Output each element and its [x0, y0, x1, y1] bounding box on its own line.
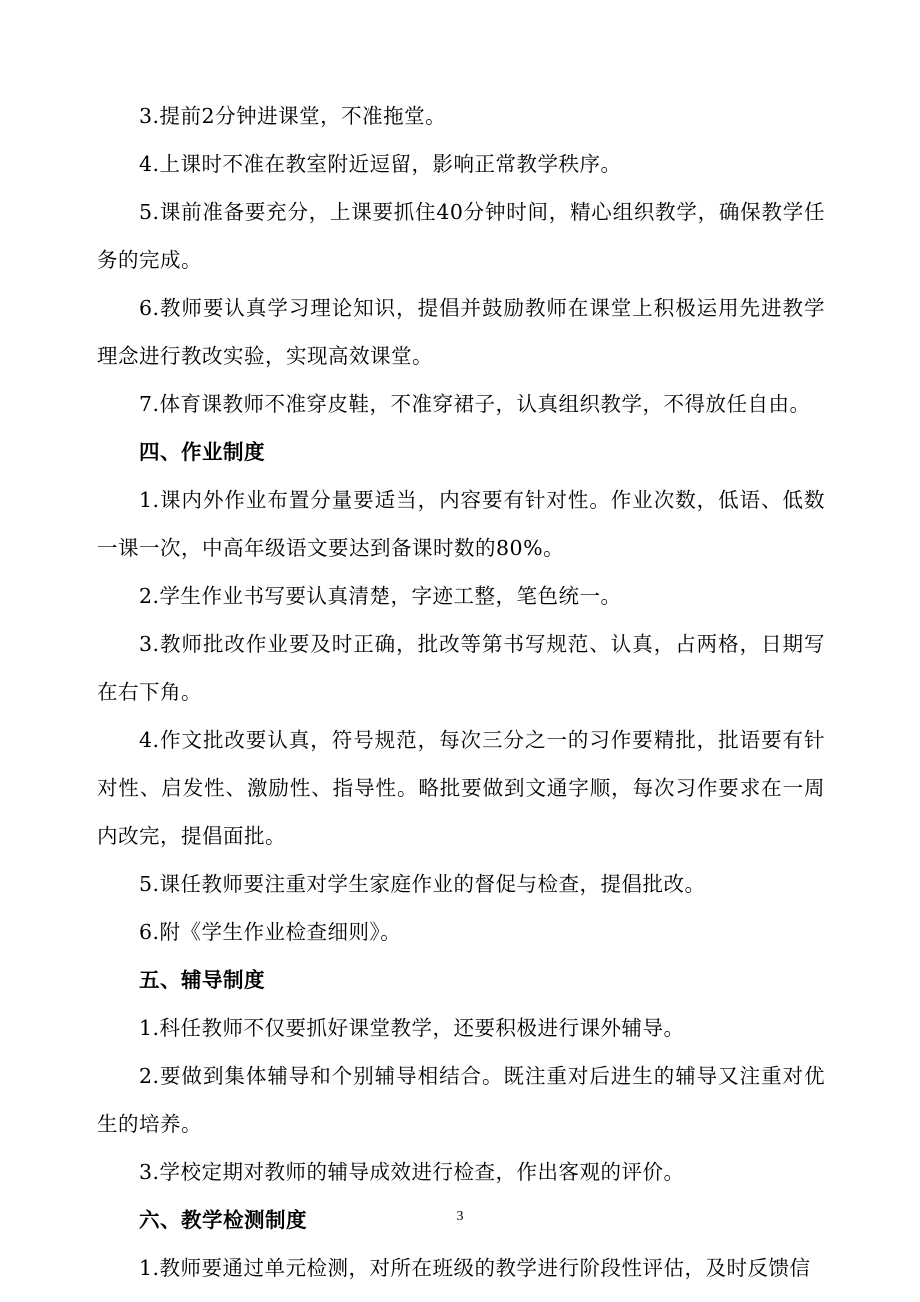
paragraph-homework-1: 1.课内外作业布置分量要适当，内容要有针对性。作业次数，低语、低数一课一次，中高年级语文要达到备课时数的80%。: [97, 488, 825, 560]
paragraph-rule-7-pe-class: 7.体育课教师不准穿皮鞋，不准穿裙子，认真组织教学，不得放任自由。: [139, 392, 811, 416]
paragraph-homework-4: 4.作文批改要认真，符号规范，每次三分之一的习作要精批，批语要有针对性、启发性、激励性、指导性。略批要做到文通字顺，每次习作要求在一周内改完，提倡面批。: [97, 728, 825, 848]
paragraph-assessment-1: 1.教师要通过单元检测，对所在班级的教学进行阶段性评估，及时反馈信: [139, 1256, 811, 1280]
paragraph-rule-4-no-loitering: 4.上课时不准在教室附近逗留，影响正常教学秩序。: [139, 152, 622, 176]
page-number: 3: [456, 1209, 464, 1224]
paragraph-tutoring-2: 2.要做到集体辅导和个别辅导相结合。既注重对后进生的辅导又注重对优生的培养。: [97, 1064, 825, 1136]
section-heading-tutoring: 五、辅导制度: [139, 968, 265, 992]
paragraph-homework-2: 2.学生作业书写要认真清楚，字迹工整，笔色统一。: [139, 584, 622, 608]
paragraph-homework-3: 3.教师批改作业要及时正确，批改等第书写规范、认真，占两格，日期写在右下角。: [97, 632, 825, 704]
paragraph-homework-6: 6.附《学生作业检查细则》。: [139, 920, 402, 944]
section-heading-homework: 四、作业制度: [139, 440, 265, 464]
paragraph-tutoring-1: 1.科任教师不仅要抓好课堂教学，还要积极进行课外辅导。: [139, 1016, 685, 1040]
paragraph-tutoring-3: 3.学校定期对教师的辅导成效进行检查，作出客观的评价。: [139, 1160, 685, 1184]
paragraph-homework-5: 5.课任教师要注重对学生家庭作业的督促与检查，提倡批改。: [139, 872, 706, 896]
paragraph-rule-5-preparation: 5.课前准备要充分，上课要抓住40分钟时间，精心组织教学，确保教学任务的完成。: [97, 200, 825, 272]
document-body: [97, 92, 825, 1292]
paragraph-rule-6-theory-study: 6.教师要认真学习理论知识，提倡并鼓励教师在课堂上积极运用先进教学理念进行教改实验，实现高效课堂。: [97, 296, 825, 368]
paragraph-rule-3-punctuality: 3.提前2分钟进课堂，不准拖堂。: [139, 104, 447, 128]
section-heading-assessment: 六、教学检测制度: [139, 1208, 307, 1232]
